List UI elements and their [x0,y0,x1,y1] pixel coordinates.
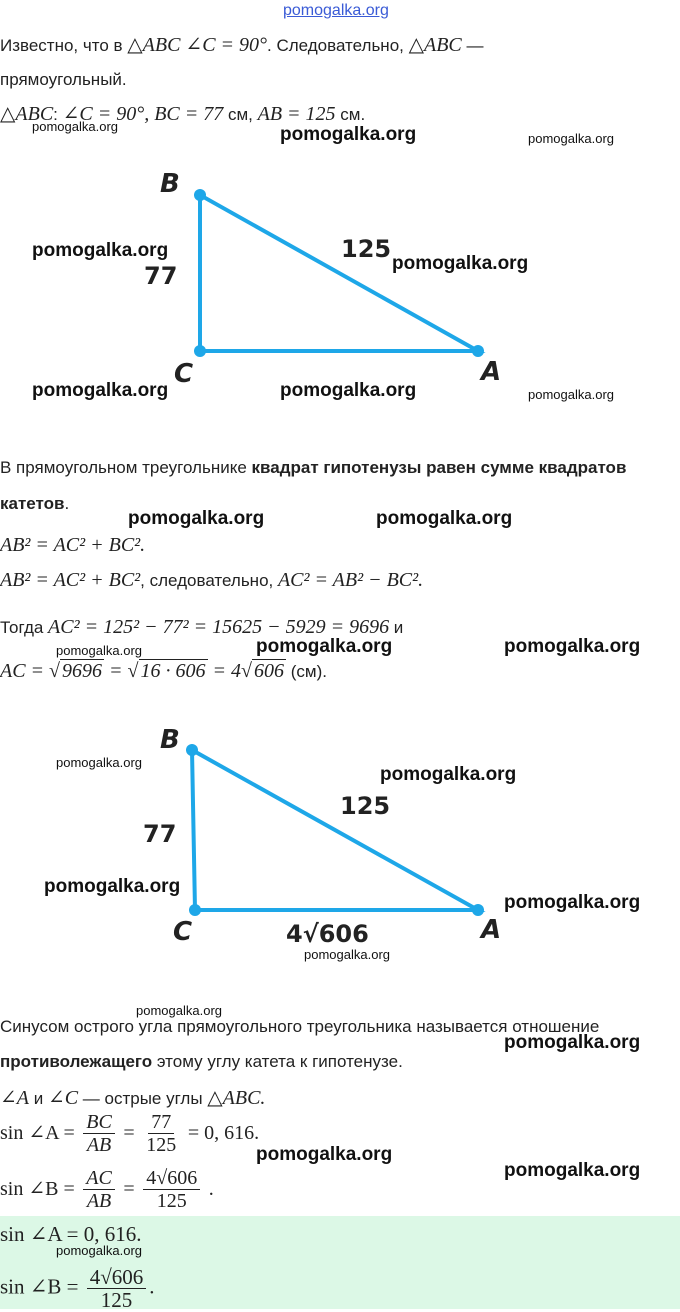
equation-pythagoras: AB² = AC² + BC². [0,534,146,556]
sin-b-end: . [208,1177,214,1200]
sin-a-fraction-1 [83,1111,115,1156]
acute-math-3: △ABC. [207,1087,266,1109]
figure2-label-c: C [173,917,193,947]
watermark: pomogalka.org [56,1243,142,1258]
watermark: pomogalka.org [392,253,529,274]
figure1-label-a: A [481,357,502,387]
sin-b-f1-num: AC [83,1167,115,1190]
intro-text-2: . Следовательно, [267,36,409,55]
sin-b-f2-den: 125 [156,1190,187,1212]
given-math-3: AB = 125 [257,103,336,125]
pythagoras-text-1: В прямоугольном треугольнике [0,458,252,477]
pythagoras-bold-2: катетов [0,494,65,513]
watermark: pomogalka.org [32,240,169,261]
figure2-side-bc: 77 [143,820,177,848]
ac-math-2: = √ [104,660,139,682]
ac-math-1: AC = √ [0,660,61,682]
figure2-label-a: A [481,915,502,945]
sin-a-formula [0,1111,259,1156]
vertex-c-dot-2 [189,904,201,916]
watermark: pomogalka.org [504,1160,641,1181]
then-math: AC² = 125² − 77² = 15625 − 5929 = 9696 [48,616,390,638]
answer-sin-b-den: 125 [100,1288,133,1312]
watermark: pomogalka.org [528,131,614,146]
answer-sin-b [0,1266,154,1311]
sin-a-f1-num: BC [83,1111,115,1134]
vertex-c-dot [194,345,206,357]
then-text: Тогда [0,618,49,637]
figure1-label-b: B [160,169,180,199]
watermark: pomogalka.org [528,387,614,402]
watermark: pomogalka.org [56,755,142,770]
acute-math-2: ∠C [47,1087,79,1109]
figure1-side-ab: 125 [341,235,392,263]
answer-sin-b-lhs: sin ∠B = [0,1274,79,1299]
watermark: pomogalka.org [136,1003,222,1018]
acute-text-2: — острые углы [78,1089,208,1108]
sin-a-equals: = [123,1121,135,1144]
given-colon: : [53,105,63,124]
sin-a-result: = 0, 616. [187,1121,260,1144]
figure2-side-ca: 4√606 [286,920,369,948]
figure1-label-c: C [174,359,194,389]
answer-sin-b-fraction [87,1266,147,1311]
watermark: pomogalka.org [44,876,181,897]
watermark: pomogalka.org [304,947,390,962]
intro-line-2: прямоугольный. [0,70,127,89]
watermark: pomogalka.org [280,380,417,401]
eq2-text: , следовательно, [140,571,278,590]
then-and: и [389,618,404,637]
watermark: pomogalka.org [376,508,513,529]
sin-a-f2-num: 77 [148,1111,174,1134]
watermark: pomogalka.org [504,636,641,657]
watermark: pomogalka.org [504,1032,641,1053]
figure2-label-b: B [160,725,180,755]
intro-text-1: Известно, что в [0,36,128,55]
equation-line-2 [0,569,423,592]
watermark: pomogalka.org [280,124,417,145]
ac-unit: (см). [286,662,327,681]
answer-sin-b-end: . [149,1274,155,1299]
sine-definition-1: Синусом острого угла прямоугольного треугольника называется отношение [0,1017,600,1036]
watermark: pomogalka.org [504,892,641,913]
intro-line-1 [0,32,484,57]
intro-math-2: △ABC [408,34,462,56]
site-header-link[interactable]: pomogalka.org [283,2,389,19]
watermark: pomogalka.org [56,643,142,658]
watermark: pomogalka.org [32,380,169,401]
acute-angles-line [0,1085,265,1110]
intro-math-1: △ABC ∠C = 90° [127,34,268,56]
sine-definition-rest: этому углу катета к гипотенузе. [152,1052,403,1071]
sin-a-f1-den: AB [86,1134,112,1156]
figure2-side-ab: 125 [340,792,391,820]
answer-sin-a: sin ∠A = 0, 616. [0,1222,142,1246]
sin-a-lhs: sin ∠A = [0,1121,75,1144]
sin-b-equals: = [123,1177,135,1200]
eq2-math-1: AB² = AC² + BC² [0,569,141,591]
ac-radicand-1: 9696 [62,660,103,682]
watermark: pomogalka.org [32,119,118,134]
ac-line [0,660,327,683]
sin-b-lhs: sin ∠B = [0,1177,75,1200]
given-unit-2: см. [335,105,366,124]
pythagoras-line-1 [0,458,626,478]
intro-text-3: — [461,36,484,55]
vertex-a-dot [472,345,484,357]
sin-b-fraction-2 [143,1167,200,1212]
pythagoras-bold-1: квадрат гипотенузы равен сумме квадратов [251,458,627,477]
sin-b-f1-den: AB [86,1190,112,1212]
sine-definition-bold: противолежащего [0,1052,153,1071]
watermark: pomogalka.org [256,636,393,657]
acute-text-1: и [28,1089,48,1108]
answer-sin-b-num: 4√606 [87,1266,147,1289]
pythagoras-period: . [64,494,70,513]
given-math-2: ∠C = 90°, BC = 77 [62,103,224,125]
watermark: pomogalka.org [128,508,265,529]
sin-b-f2-num: 4√606 [143,1167,200,1190]
eq2-math-2: AC² = AB² − BC². [277,569,424,591]
sin-a-fraction-2 [143,1111,179,1156]
sin-b-fraction-1 [83,1167,115,1212]
sin-b-formula [0,1167,214,1212]
ac-radicand-3: 606 [254,660,284,682]
vertex-b-dot [194,189,206,201]
given-unit-1: см, [223,105,258,124]
watermark: pomogalka.org [256,1144,393,1165]
sin-a-f2-den: 125 [146,1134,177,1156]
answer-box [0,1216,680,1312]
ac-radicand-2: 16 · 606 [140,660,206,682]
sine-definition-2 [0,1052,403,1072]
vertex-b-dot-2 [186,744,198,756]
watermark: pomogalka.org [380,764,517,785]
ac-math-3: = 4√ [207,660,252,682]
figure1-side-bc: 77 [144,262,178,290]
given-math-1: △ABC [0,103,54,125]
triangle-figure-1 [0,160,680,400]
acute-math-1: ∠A [0,1087,29,1109]
pythagoras-line-2 [0,494,69,514]
